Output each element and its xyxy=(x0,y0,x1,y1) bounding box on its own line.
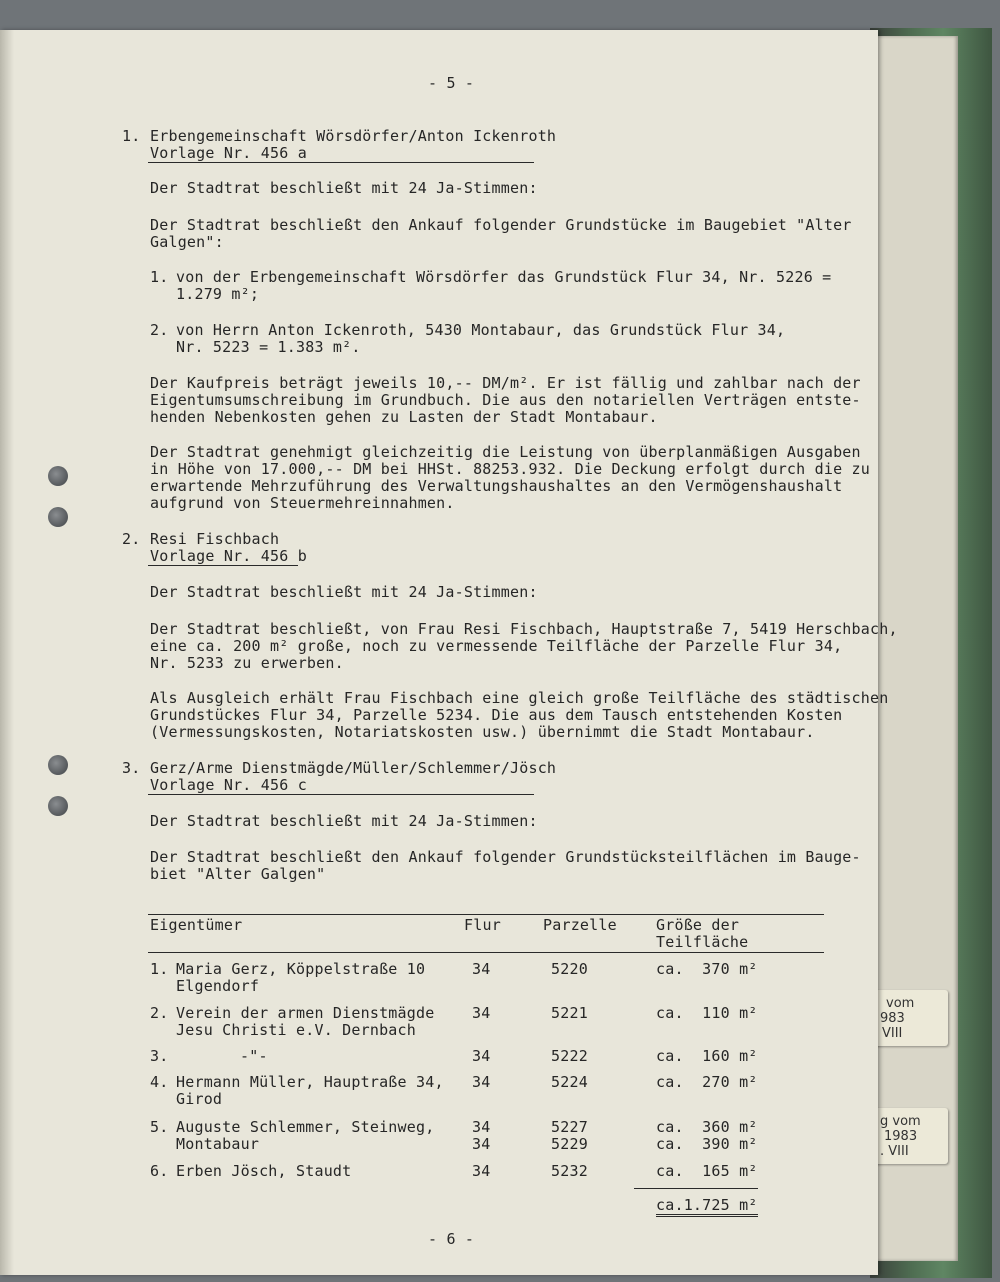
table-cell-num: 6. xyxy=(150,1162,169,1180)
punch-hole xyxy=(48,755,68,775)
punch-hole xyxy=(48,507,68,527)
table-header-flur: Flur xyxy=(464,916,501,934)
paragraph-line: Der Stadtrat beschließt den Ankauf folgender Grundstücksteilflächen im Bauge- xyxy=(150,848,861,866)
sub-item-number: 1. xyxy=(150,268,169,286)
title-underline xyxy=(148,162,534,163)
table-cell-owner: Erben Jösch, Staudt xyxy=(176,1162,352,1180)
table-cell-num: 4. xyxy=(150,1073,169,1091)
item-number: 1. xyxy=(122,127,141,145)
paragraph-line: biet "Alter Galgen" xyxy=(150,865,326,883)
table-cell-parzelle: 5227 xyxy=(551,1118,588,1136)
binder-label-line: . VIII xyxy=(880,1144,909,1159)
binder-label-line: 1983 xyxy=(884,1129,918,1144)
table-cell-size: ca. 390 m² xyxy=(656,1135,758,1153)
item-vorlage: Vorlage Nr. 456 b xyxy=(150,547,307,565)
table-cell-size: ca. 160 m² xyxy=(656,1047,758,1065)
table-header-parzelle: Parzelle xyxy=(543,916,617,934)
binder-label-bottom xyxy=(870,1108,948,1164)
table-cell-flur: 34 xyxy=(472,1118,491,1136)
binder-board xyxy=(878,36,958,1261)
table-cell-size: ca. 370 m² xyxy=(656,960,758,978)
paragraph-line: 1.279 m²; xyxy=(176,285,260,303)
table-cell-num: 1. xyxy=(150,960,169,978)
binder-label-line: vom xyxy=(886,996,915,1011)
table-cell-size: ca. 270 m² xyxy=(656,1073,758,1091)
paragraph-line: eine ca. 200 m² große, noch zu vermessende Teilfläche der Parzelle Flur 34, xyxy=(150,637,843,655)
item-title: Gerz/Arme Dienstmägde/Müller/Schlemmer/Jösch xyxy=(150,759,557,777)
table-cell-parzelle: 5229 xyxy=(551,1135,588,1153)
paragraph-line: Grundstückes Flur 34, Parzelle 5234. Die aus dem Tausch entstehenden Kosten xyxy=(150,706,843,724)
item-number: 3. xyxy=(122,759,141,777)
paragraph-line: Der Stadtrat beschließt, von Frau Resi Fischbach, Hauptstraße 7, 5419 Herschbach, xyxy=(150,620,898,638)
paragraph-line: Der Stadtrat genehmigt gleichzeitig die Leistung von überplanmäßigen Ausgaben xyxy=(150,443,861,461)
table-cell-size: ca. 110 m² xyxy=(656,1004,758,1022)
table-cell-parzelle: 5232 xyxy=(551,1162,588,1180)
item-title: Erbengemeinschaft Wörsdörfer/Anton Ickenroth xyxy=(150,127,557,145)
paragraph-line: henden Nebenkosten gehen zu Lasten der Stadt Montabaur. xyxy=(150,408,658,426)
paragraph-line: von der Erbengemeinschaft Wörsdörfer das Grundstück Flur 34, Nr. 5226 = xyxy=(176,268,832,286)
table-cell-size: ca. 165 m² xyxy=(656,1162,758,1180)
table-header-size: Teilfläche xyxy=(656,933,749,951)
table-cell-owner: Jesu Christi e.V. Dernbach xyxy=(176,1021,416,1039)
paragraph-line: aufgrund von Steuermehreinnahmen. xyxy=(150,494,455,512)
table-cell-parzelle: 5224 xyxy=(551,1073,588,1091)
page-fold-shadow xyxy=(0,30,14,1275)
paragraph-line: erwartende Mehrzuführung des Verwaltungshaushaltes an den Vermögenshaushalt xyxy=(150,477,843,495)
sub-item-number: 2. xyxy=(150,321,169,339)
table-cell-parzelle: 5221 xyxy=(551,1004,588,1022)
binder-label-line: 983 xyxy=(880,1011,905,1026)
sum-rule xyxy=(634,1188,758,1189)
table-total: ca.1.725 m² xyxy=(656,1196,758,1217)
vote-line: Der Stadtrat beschließt mit 24 Ja-Stimmen: xyxy=(150,179,538,197)
table-cell-flur: 34 xyxy=(472,960,491,978)
table-cell-flur: 34 xyxy=(472,1135,491,1153)
page-number-bottom: - 6 - xyxy=(428,1230,475,1248)
item-number: 2. xyxy=(122,530,141,548)
table-cell-num: 5. xyxy=(150,1118,169,1136)
table-cell-owner: Auguste Schlemmer, Steinweg, xyxy=(176,1118,435,1136)
paragraph-line: Galgen": xyxy=(150,233,224,251)
table-cell-flur: 34 xyxy=(472,1004,491,1022)
item-vorlage: Vorlage Nr. 456 c xyxy=(150,776,307,794)
paragraph-line: (Vermessungskosten, Notariatskosten usw.) übernimmt die Stadt Montabaur. xyxy=(150,723,815,741)
paragraph-line: Der Kaufpreis beträgt jeweils 10,-- DM/m². Er ist fällig und zahlbar nach der xyxy=(150,374,861,392)
table-cell-parzelle: 5222 xyxy=(551,1047,588,1065)
binder-label-line: VIII xyxy=(882,1026,903,1041)
page-number-top: - 5 - xyxy=(428,74,475,92)
paragraph-line: Eigentumsumschreibung im Grundbuch. Die aus den notariellen Verträgen entste- xyxy=(150,391,861,409)
punch-hole xyxy=(48,466,68,486)
item-title: Resi Fischbach xyxy=(150,530,280,548)
table-cell-flur: 34 xyxy=(472,1162,491,1180)
punch-hole xyxy=(48,796,68,816)
binder-label-top xyxy=(870,990,948,1046)
table-cell-owner: Elgendorf xyxy=(176,977,260,995)
table-top-rule xyxy=(148,914,824,915)
paragraph-line: Nr. 5223 = 1.383 m². xyxy=(176,338,361,356)
paragraph-line: von Herrn Anton Ickenroth, 5430 Montabaur, das Grundstück Flur 34, xyxy=(176,321,786,339)
table-cell-owner: Hermann Müller, Hauptraße 34, xyxy=(176,1073,444,1091)
table-header-rule xyxy=(148,952,824,953)
paragraph-line: in Höhe von 17.000,-- DM bei HHSt. 88253.932. Die Deckung erfolgt durch die zu xyxy=(150,460,870,478)
table-cell-owner: Maria Gerz, Köppelstraße 10 xyxy=(176,960,426,978)
table-cell-flur: 34 xyxy=(472,1047,491,1065)
table-cell-owner: Montabaur xyxy=(176,1135,260,1153)
table-cell-size: ca. 360 m² xyxy=(656,1118,758,1136)
table-cell-num: 3. xyxy=(150,1047,169,1065)
title-underline xyxy=(148,565,298,566)
table-cell-owner: Verein der armen Dienstmägde xyxy=(176,1004,435,1022)
table-cell-num: 2. xyxy=(150,1004,169,1022)
vote-line: Der Stadtrat beschließt mit 24 Ja-Stimmen: xyxy=(150,583,538,601)
table-header-owner: Eigentümer xyxy=(150,916,243,934)
item-vorlage: Vorlage Nr. 456 a xyxy=(150,144,307,162)
paragraph-line: Nr. 5233 zu erwerben. xyxy=(150,654,344,672)
table-cell-owner: Girod xyxy=(176,1090,223,1108)
vote-line: Der Stadtrat beschließt mit 24 Ja-Stimmen: xyxy=(150,812,538,830)
paragraph-line: Der Stadtrat beschließt den Ankauf folgender Grundstücke im Baugebiet "Alter xyxy=(150,216,852,234)
table-cell-owner: -"- xyxy=(240,1047,268,1065)
paragraph-line: Als Ausgleich erhält Frau Fischbach eine gleich große Teilfläche des städtischen xyxy=(150,689,889,707)
table-cell-parzelle: 5220 xyxy=(551,960,588,978)
title-underline xyxy=(148,794,534,795)
table-header-size: Größe der xyxy=(656,916,740,934)
binder-label-line: g vom xyxy=(880,1114,921,1129)
table-cell-flur: 34 xyxy=(472,1073,491,1091)
